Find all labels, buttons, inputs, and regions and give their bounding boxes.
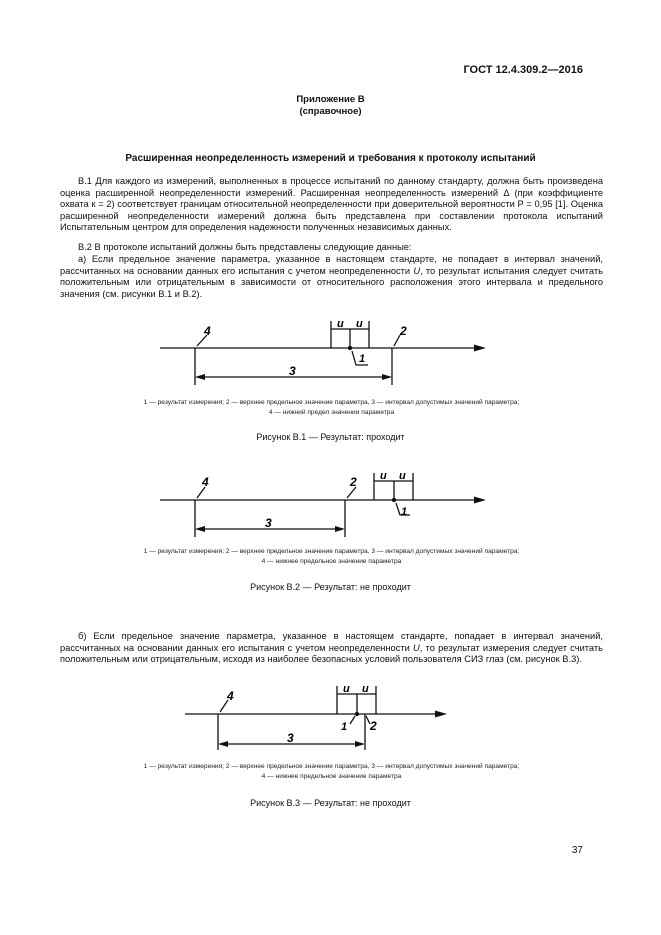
figure-b3-diagram (0, 672, 661, 762)
label-2: 2 (400, 324, 407, 338)
figure-b1-diagram (0, 305, 661, 400)
label-2: 2 (370, 719, 377, 733)
figure-b2-diagram (0, 455, 661, 545)
label-u: u (362, 683, 369, 695)
label-1: 1 (341, 721, 348, 733)
legend-line-1: 1 — результат измерения; 2 — верхнее предельное значение параметра, 3 — интервал допустимых значений параметра; (143, 548, 520, 555)
standard-header: ГОСТ 12.4.309.2—2016 (463, 64, 583, 76)
label-1: 1 (359, 353, 366, 365)
legend-line-1: 1 — результат измерения; 2 — верхнее предельное значение параметра, 3 — интервал допустимых значений параметра; (143, 399, 520, 406)
legend-fig2 (60, 547, 603, 566)
paragraph-b1-text: В.1 Для каждого из измерений, выполненных в процессе испытаний по данному стандарту, должна быть произведена оценка расширенной неопределенности измерений. Расширенная неопределенность измерений Δ (при коэффициенте охвата к = 2) соответствует границам относительной неопределенности при доверительной вероятности Р = 0,95 [1]. Оценка расширенной неопределенности измерений должна быть представлена при составлении протокола испытаний Испытательным центром для определения надежности полученных независимых данных. (60, 176, 603, 233)
appendix-subtitle: (справочное) (299, 106, 362, 117)
paragraph-a-post: , то результат испытания следует считать положительным или отрицательным в зависимости от относительного расположения этого интервала и предельного значения (см. рисунки В.1 и В.2). (60, 265, 603, 299)
figure-b1-caption: Рисунок В.1 — Результат: проходит (256, 432, 405, 442)
label-3: 3 (287, 731, 294, 745)
figure-b2-caption: Рисунок В.2 — Результат: не проходит (250, 582, 411, 592)
paragraph-b2-text: В.2 В протоколе испытаний должны быть представлены следующие данные: (78, 242, 412, 252)
var-u: U (413, 642, 420, 653)
paragraph-b-pre: б) Если предельное значение параметра, указанное в настоящем стандарте, попадает в интервал значений, рассчитанных на основании данных его испытания с учетом неопределенности (60, 631, 603, 653)
label-3: 3 (265, 516, 272, 530)
label-u: u (380, 470, 387, 482)
label-4: 4 (227, 689, 234, 703)
var-u: U (413, 265, 421, 276)
paragraph-a (60, 254, 603, 300)
figure-b3-caption: Рисунок В.3 — Результат: не проходит (250, 798, 411, 808)
label-3: 3 (289, 364, 296, 378)
page-number: 37 (571, 845, 583, 856)
axis-arrow-head (474, 345, 486, 352)
paragraph-b (60, 631, 603, 666)
paragraph-a-pre: а) Если предельное значение параметра, указанное в настоящем стандарте, не попадает в интервал значений, рассчитанных на основании данных его испытания с учетом неопределенности (60, 254, 603, 276)
label-u: u (337, 318, 344, 330)
legend-fig3 (60, 762, 603, 781)
label-2: 2 (350, 475, 357, 489)
paragraph-b-post: , то результат измерения следует считать положительным или отрицательным, исходя из наиболее безопасных условий пользователя СИЗ глаз (см. рисунок В.3). (60, 642, 603, 665)
paragraph-b2 (60, 242, 603, 254)
paragraph-b1 (60, 176, 603, 234)
appendix-title: Приложение В (296, 94, 365, 105)
label-u: u (343, 683, 350, 695)
label-1: 1 (401, 506, 408, 518)
legend-fig1 (60, 398, 603, 417)
section-title: Расширенная неопределенность измерений и требования к протоколу испытаний (125, 153, 536, 164)
legend-line-2: 4 — нижнее предельное значение параметра (261, 772, 402, 780)
label-4: 4 (202, 475, 209, 489)
legend-line-2: 4 — нижнее предельное значение параметра (261, 557, 402, 565)
legend-line-1: 1 — результат измерения; 2 — верхнее предельное значение параметра, 3 — интервал допустимых значений параметра; (143, 763, 520, 770)
label-u: u (356, 318, 363, 330)
label-u: u (399, 470, 406, 482)
label-4: 4 (204, 324, 211, 338)
legend-line-2: 4 — нижний предел значении параметра (268, 408, 395, 416)
